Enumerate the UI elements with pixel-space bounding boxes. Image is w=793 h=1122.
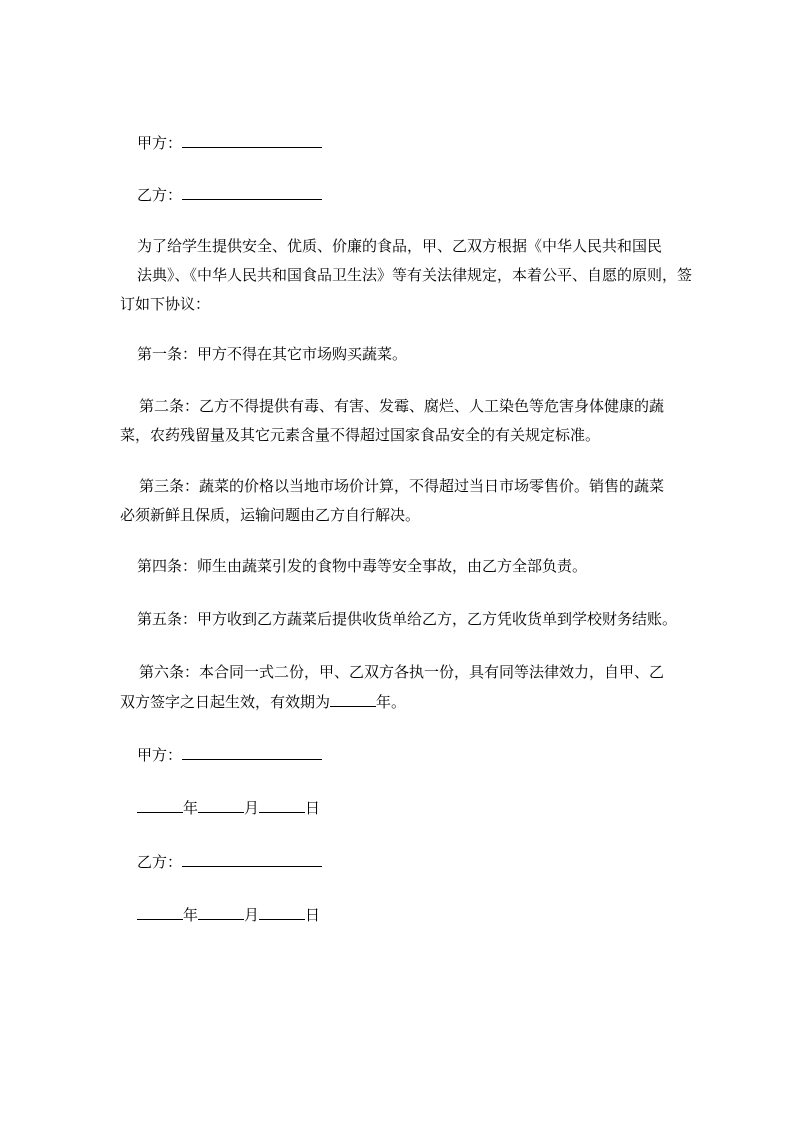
signature-party-a-blank[interactable] bbox=[182, 744, 322, 760]
intro-line-2: 法典》、《中华人民共和国食品卫生法》等有关法律规定，本着公平、自愿的原则，签 bbox=[137, 266, 693, 284]
party-b-year-blank[interactable] bbox=[137, 904, 183, 920]
party-a-label: 甲方： bbox=[137, 134, 183, 152]
party-b-day-label: 日 bbox=[305, 906, 321, 924]
article-1: 第一条：甲方不得在其它市场购买蔬菜。 bbox=[137, 345, 408, 363]
article-6-line-1: 第六条：本合同一式二份，甲、乙双方各执一份，具有同等法律效力，自甲、乙 bbox=[139, 663, 665, 681]
party-b-signature-blank[interactable] bbox=[182, 184, 322, 200]
party-a-year-blank[interactable] bbox=[137, 797, 183, 813]
article-5: 第五条：甲方收到乙方蔬菜后提供收货单给乙方，乙方凭收货单到学校财务结账。 bbox=[137, 610, 678, 628]
article-6-validity-text: 双方签字之日起生效，有效期为 bbox=[120, 693, 331, 711]
article-2-line-2: 菜，农药残留量及其它元素含量不得超过国家食品安全的有关规定标准。 bbox=[120, 426, 601, 444]
article-6-year-suffix: 年。 bbox=[376, 693, 407, 711]
party-a-year-label: 年 bbox=[183, 799, 199, 817]
party-b-label: 乙方： bbox=[137, 186, 183, 204]
party-a-month-blank[interactable] bbox=[198, 797, 244, 813]
validity-years-blank[interactable] bbox=[330, 691, 376, 707]
article-3 bbox=[120, 476, 707, 525]
party-b-day-blank[interactable] bbox=[259, 904, 305, 920]
party-a-day-label: 日 bbox=[305, 799, 321, 817]
party-a-month-label: 月 bbox=[244, 799, 260, 817]
party-b-header bbox=[137, 184, 322, 205]
party-b-year-label: 年 bbox=[183, 906, 199, 924]
party-a-header bbox=[137, 132, 322, 153]
article-2-line-1: 第二条：乙方不得提供有毒、有害、发霉、腐烂、人工染色等危害身体健康的蔬 bbox=[139, 397, 665, 415]
article-3-line-1: 第三条：蔬菜的价格以当地市场价计算，不得超过当日市场零售价。销售的蔬菜 bbox=[139, 477, 665, 495]
intro-line-1: 为了给学生提供安全、优质、价廉的食品，甲、乙双方根据《中华人民共和国民 bbox=[137, 237, 663, 255]
intro-paragraph bbox=[120, 236, 707, 314]
article-6 bbox=[120, 662, 707, 711]
signature-party-b-date bbox=[137, 904, 320, 925]
signature-party-b-blank[interactable] bbox=[182, 851, 322, 867]
party-a-day-blank[interactable] bbox=[259, 797, 305, 813]
article-6-line-2 bbox=[120, 691, 707, 711]
party-b-month-blank[interactable] bbox=[198, 904, 244, 920]
party-a-signature-blank[interactable] bbox=[182, 132, 322, 148]
signature-party-a bbox=[137, 744, 322, 765]
article-3-line-2: 必须新鲜且保质，运输问题由乙方自行解决。 bbox=[120, 506, 421, 524]
intro-line-3: 订如下协议： bbox=[120, 295, 211, 313]
party-b-month-label: 月 bbox=[244, 906, 260, 924]
signature-party-a-label: 甲方： bbox=[137, 746, 183, 764]
signature-party-a-date bbox=[137, 797, 320, 818]
signature-party-b bbox=[137, 851, 322, 872]
article-2 bbox=[120, 396, 707, 445]
signature-party-b-label: 乙方： bbox=[137, 853, 183, 871]
article-4: 第四条：师生由蔬菜引发的食物中毒等安全事故，由乙方全部负责。 bbox=[137, 557, 588, 575]
